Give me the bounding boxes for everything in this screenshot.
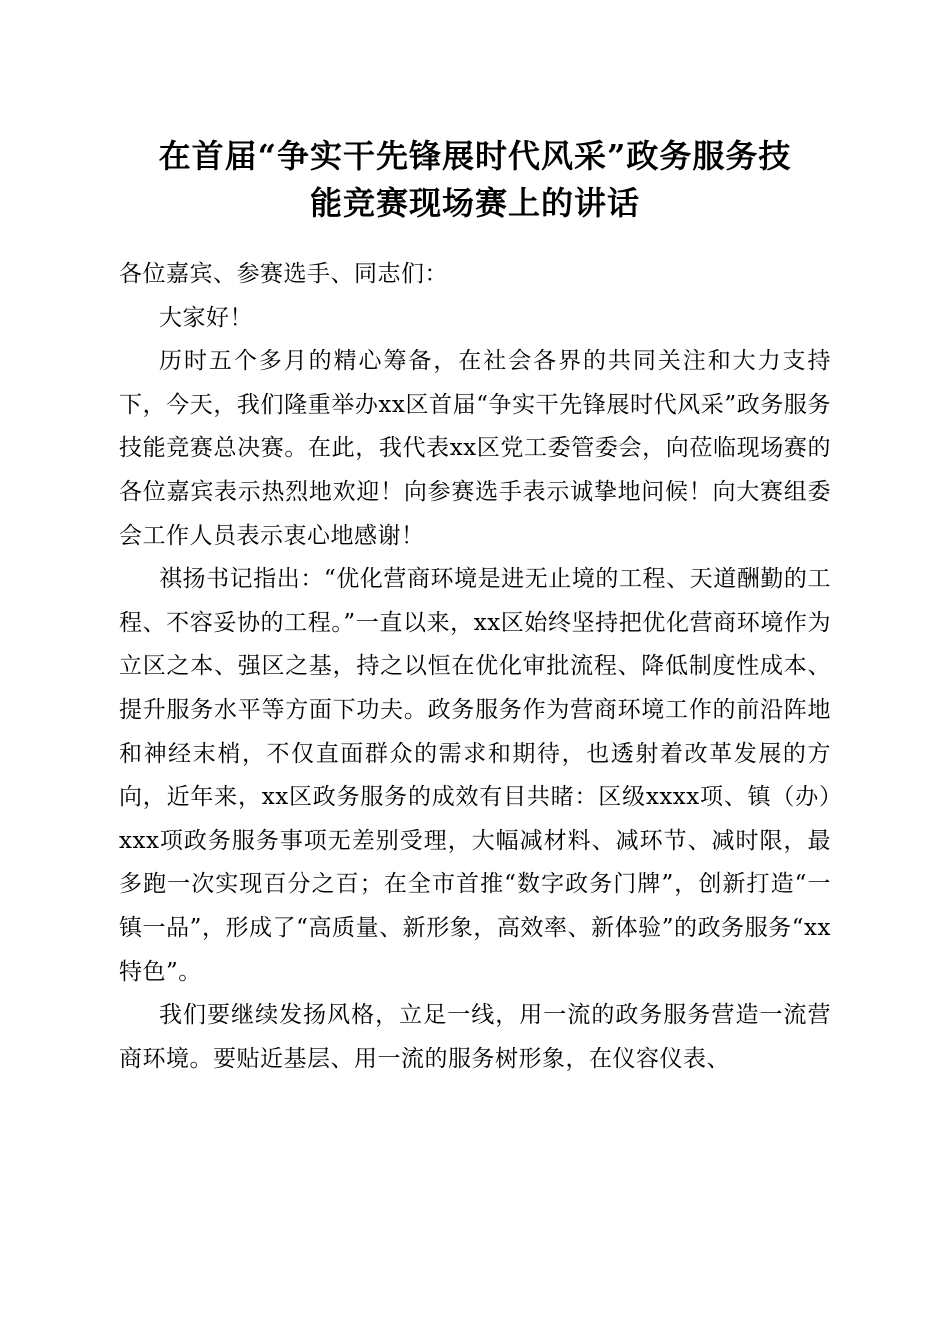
document-body: [119, 253, 831, 1081]
document-title: [110, 133, 840, 227]
paragraph-1: 历时五个多月的精心筹备，在社会各界的共同关注和大力支持下，今天，我们隆重举办xx区首届“争实干先锋展时代风采”政务服务技能竞赛总决赛。在此，我代表xx区党工委管委会，向莅临现场赛的各位嘉宾表示热烈地欢迎！向参赛选手表示诚挚地问候！向大赛组委会工作人员表示衷心地感谢！: [119, 348, 831, 549]
salutation: 各位嘉宾、参赛选手、同志们：: [119, 261, 448, 287]
paragraph-2: 祺扬书记指出：“优化营商环境是进无止境的工程、天道酬勤的工程、不容妥协的工程。”一直以来，xx区始终坚持把优化营商环境作为立区之本、强区之基，持之以恒在优化审批流程、降低制度性成本、提升服务水平等方面下功夫。政务服务作为营商环境工作的前沿阵地和神经末梢，不仅直面群众的需求和期待，也透射着改革发展的方向，近年来，xx区政务服务的成效有目共睹：区级xxxx项、镇（办）xxx项政务服务事项无差别受理，大幅减材料、减环节、减时限，最多跑一次实现百分之百；在全市首推“数字政务门牌”，创新打造“一镇一品”，形成了“高质量、新形象，高效率、新体验”的政务服务“xx特色”。: [119, 566, 831, 985]
title-line-1: 在首届“争实干先锋展时代风采”政务服务技: [158, 137, 792, 175]
paragraph-3: 我们要继续发扬风格，立足一线，用一流的政务服务营造一流营商环境。要贴近基层、用一流的服务树形象，在仪容仪表、: [119, 1002, 831, 1072]
greeting: 大家好！: [159, 304, 253, 331]
title-line-2: 能竞赛现场赛上的讲话: [309, 184, 640, 222]
